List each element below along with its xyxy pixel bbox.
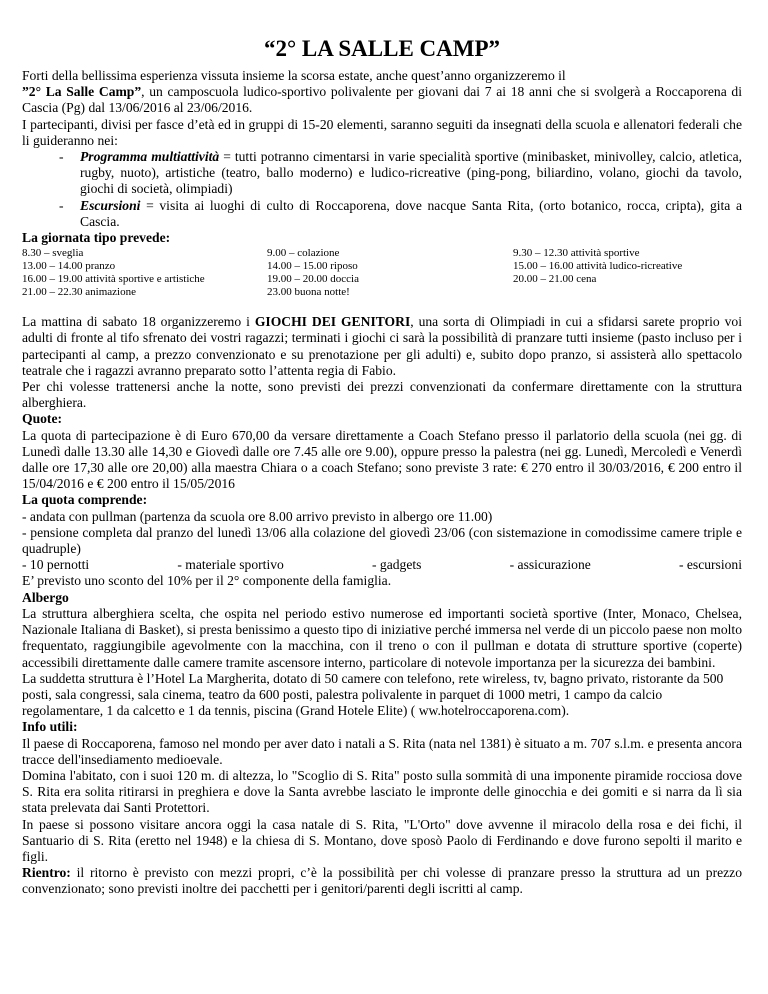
notte-paragraph: Per chi volesse trattenersi anche la notte, sono previsti dei prezzi convenzionati da confermare direttamente con la struttura alberghiera.	[22, 379, 742, 411]
info-paragraph-2: Domina l'abitato, con i suoi 120 m. di altezza, lo "Scoglio di S. Rita" posto sulla sommità di una imponente piramide rocciosa dove S. Rita era solita ritirarsi in preghiera e dove la Santa avrebbe lasciato le impronte delle ginocchia e dei gomiti e si narra da lì sia stata prelevata dai Santi Protettori.	[22, 767, 742, 816]
comprende-item: - gadgets	[372, 557, 422, 573]
schedule-entry: 9.00 – colazione	[267, 247, 340, 260]
info-paragraph-1: Il paese di Roccaporena, famoso nel mondo per aver dato i natali a S. Rita (nata nel 1381) è situato a m. 707 s.l.m. e presenta ancora tracce dell'insediamento medioevale.	[22, 735, 742, 767]
rientro-text: il ritorno è previsto con mezzi propri, c’è la possibilità per chi volesse di pranzare presso la struttura ad un prezzo convenzionato; sono previsti inoltre dei pacchetti per i genitori/parenti degli iscritti al camp.	[22, 865, 742, 897]
intro-line-2-text: , un camposcuola ludico-sportivo polivalente per giovani dai 7 ai 18 anni che si svolgerà a Roccaporena di Cascia (Pg) dal 13/06/2016 al 23/06/2016.	[22, 84, 742, 116]
schedule-entry: 19.00 – 20.00 doccia	[267, 273, 359, 286]
page-title: “2° LA SALLE CAMP”	[263, 36, 501, 61]
schedule-grid	[22, 247, 742, 299]
schedule-entry: 15.00 – 16.00 attività ludico-ricreative	[513, 260, 683, 273]
albergo-heading: Albergo	[22, 589, 69, 605]
comprende-item: - 10 pernotti	[22, 557, 90, 573]
comprende-item: - escursioni	[678, 557, 742, 573]
quote-heading: Quote:	[22, 411, 63, 427]
rientro-paragraph	[22, 865, 742, 897]
comprende-item: - materiale sportivo	[177, 557, 284, 573]
albergo-paragraph-2: La suddetta struttura è l’Hotel La Margherita, dotato di 50 camere con telefono, rete wireless, tv, bagno privato, ristorante da 500 posti, sala congressi, sala cinema, teatro da 600 posti, palestra polivalente in parquet di 1000 metri, 1 campo da calcio regolamentare, 1 da calcetto e 1 da tennis, piscina (Grand Hotele Elite) ( ww.hotelroccaporena.com).	[22, 670, 724, 719]
schedule-entry: 14.00 – 15.00 riposo	[267, 260, 358, 273]
rientro-heading: Rientro:	[22, 865, 71, 881]
genitori-event: GIOCHI DEI GENITORI	[254, 314, 411, 330]
comprende-line-2: - pensione completa dal pranzo del lunedì 13/06 alla colazione del giovedì 23/06 (con sistemazione in comodissime camere triple e quadruple)	[22, 524, 742, 557]
program-label: Escursioni	[80, 197, 141, 213]
program-list	[22, 149, 742, 230]
info-heading: Info utili:	[22, 719, 78, 735]
spacer	[22, 299, 742, 314]
comprende-item: - assicurazione	[509, 557, 591, 573]
program-label: Programma multiattività	[80, 149, 220, 165]
intro-line-3: I partecipanti, divisi per fasce d’età ed in gruppi di 15-20 elementi, saranno seguiti da insegnati della scuola e allenatori federali che li guideranno nei:	[22, 116, 742, 148]
schedule-heading: La giornata tipo prevede:	[22, 230, 171, 246]
comprende-line-1: - andata con pullman (partenza da scuola ore 8.00 arrivo previsto in albergo ore 11.00)	[22, 508, 493, 524]
intro-line-2	[22, 84, 742, 116]
genitori-pre: La mattina di sabato 18 organizzeremo i	[22, 314, 255, 330]
schedule-entry	[513, 286, 733, 299]
program-text: = tutti potranno cimentarsi in varie specialità sportive (minibasket, minivolley, calcio, atletica, rugby, nuoto), artistiche (teatro, ballo moderno) e ludico-ricreative (ping-pong, biliardino, volano, giochi da tavolo, giochi di società, olimpiadi)	[80, 149, 743, 197]
program-item	[80, 149, 742, 198]
schedule-entry: 8.30 – sveglia	[22, 247, 84, 260]
program-item	[80, 198, 742, 230]
comprende-heading: La quota comprende:	[22, 492, 148, 508]
albergo-paragraph-1: La struttura alberghiera scelta, che ospita nel periodo estivo numerose ed importanti società sportive (Inter, Monaco, Chelsea, Nazionale Italiana di Basket), si presta benissimo a questo tipo di iniziative perché immersa nel verde di un piccolo paese non molto frequentato, raggiungibile agevolmente con la macchina, con il treno o con il pullman e dotata di strutture sportive (coperte) accessibili direttamente dalle camere tramite ascensore interno, particolare di notevole importanza per la sicurezza dei bambini.	[22, 605, 742, 670]
schedule-entry: 16.00 – 19.00 attività sportive e artistiche	[22, 273, 205, 286]
schedule-entry: 9.30 – 12.30 attività sportive	[513, 247, 640, 260]
program-text: = visita ai luoghi di culto di Roccaporena, dove nacque Santa Rita, (orto botanico, rocca, cripta), gita a Cascia.	[80, 197, 742, 229]
genitori-paragraph	[22, 314, 742, 379]
quote-paragraph: La quota di partecipazione è di Euro 670,00 da versare direttamente a Coach Stefano presso il parlatorio della scuola (nei gg. di Lunedì dalle 13.30 alle 14,30 e Giovedì dalle ore 7.45 alle ore 9.00), oppure presso la palestra (nei gg. Lunedì, Mercoledì e Venerdì dalle ore 17,30 alle ore 20,00) alla maestra Chiara o a coach Stefano; sono previste 3 rate: € 270 entro il 30/03/2016, € 200 entro il 15/04/2016 e € 200 entro il 15/05/2016	[22, 427, 742, 492]
schedule-entry: 20.00 – 21.00 cena	[513, 273, 597, 286]
schedule-entry: 23.00 buona notte!	[267, 286, 350, 299]
info-paragraph-3: In paese si possono visitare ancora oggi la casa natale di S. Rita, "L'Orto" dove avvenne il miracolo della rosa e dei fichi, il Santuario di S. Rita (eretto nel 1948) e la chiesa di S. Montano, dove sposò Paolo di Ferdinando e dove furono sepolti il marito e figli.	[22, 816, 742, 864]
intro-line-1: Forti della bellissima esperienza vissuta insieme la scorsa estate, anche quest’anno organizzeremo il	[22, 68, 566, 83]
schedule-entry: 13.00 – 14.00 pranzo	[22, 260, 116, 273]
camp-name: ”2° La Salle Camp”	[22, 84, 142, 100]
comprende-items	[22, 557, 742, 573]
genitori-post: , una sorta di Olimpiadi in cui a sfidarsi sarete proprio voi adulti di fronte al tifo sfrenato dei vostri ragazzi; terminati i giochi ci sarà la possibilità di pranzare tutti insieme (pasto incluso per i partecipanti al camp, a prezzo convenzionato e su prenotazione per gli adulti) e, subito dopo pranzo, si assisterà allo spettacolo teatrale che i ragazzi avranno preparato sotto l’attenta regia di Fabio.	[22, 314, 742, 378]
schedule-entry: 21.00 – 22.30 animazione	[22, 286, 136, 299]
sconto-line: E’ previsto uno sconto del 10% per il 2° componente della famiglia.	[22, 573, 392, 589]
